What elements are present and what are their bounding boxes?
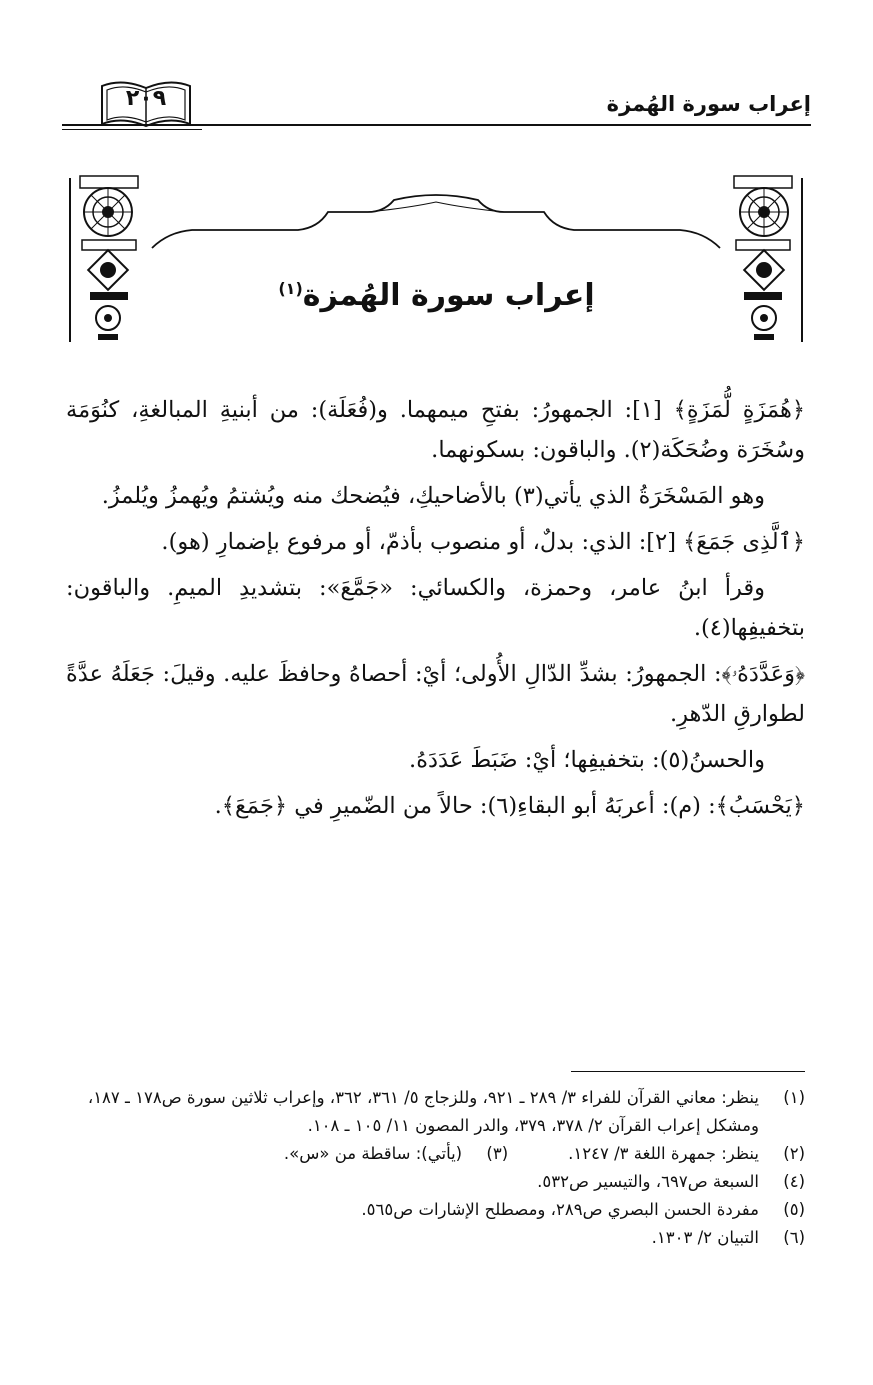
footnote (66, 1168, 805, 1196)
footnote (66, 1196, 805, 1224)
footnote-number: (١) (783, 1088, 805, 1107)
footnotes (66, 1084, 805, 1252)
footnote (66, 1084, 805, 1140)
right-ornament-pillar (734, 176, 792, 340)
page-number: ٢٠٩ (125, 86, 167, 111)
footnote (284, 1140, 508, 1168)
paragraph: ﴿يَحْسَبُ﴾: (م): أعربَهُ أبو البقاءِ(٦): حالاً من الضّميرِ في ﴿جَمَعَ﴾. (214, 793, 805, 819)
footnote-text: (يأتي): ساقطة من «س». (283, 1144, 463, 1163)
running-title: إعراب سورة الهُمزة (606, 92, 811, 116)
footnote-text: السبعة ص٦٩٧، والتيسير ص٥٣٢. (537, 1172, 759, 1191)
footnote (568, 1140, 805, 1168)
footnote (66, 1224, 805, 1252)
footnote-text: ينظر: جمهرة اللغة ٣/ ١٢٤٧. (568, 1144, 759, 1163)
paragraph: ﴿وَعَدَّدَهُۥ﴾: الجمهورُ: بشدِّ الدّالِ الأُولى؛ أيْ: أحصاهُ وحافظَ عليه. وقيلَ: جَعَلَهُ عدَّةً لطوارقِ الدّهرِ. (66, 661, 805, 727)
footnote-text: ينظر: معاني القرآن للفراء ٣/ ٢٨٩ ـ ٩٢١، وللزجاج ٥/ ٣٦١، ٣٦٢، وإعراب ثلاثين سورة ص١٧٨ ـ ١٨٧، ومشكل إعراب القرآن ٢/ ٣٧٨، ٣٧٩، والدر المصون ١١/ ١٠٥ ـ ١٠٨. (87, 1088, 759, 1135)
chapter-note-ref: (١) (278, 279, 303, 298)
footnote-text: مفردة الحسن البصري ص٢٨٩، ومصطلح الإشارات ص٥٦٥. (361, 1200, 759, 1219)
paragraph: والحسنُ(٥): بتخفيفِها؛ أيْ: ضَبَطَ عَدَدَهُ. (409, 747, 765, 773)
chapter-title (0, 278, 873, 313)
footnote-rule (571, 1071, 805, 1072)
paragraph: وهو المَسْخَرَةُ الذي يأتي(٣) بالأضاحيكِ، فيُضحك منه ويُشتمُ ويُهمزُ ويُلمزُ. (101, 483, 765, 509)
paragraph: ﴿ٱلَّذِى جَمَعَ﴾ [٢]: الذي: بدلٌ، أو منصوب بأذمّ، أو مرفوع بإضمارِ (هو). (161, 529, 805, 555)
chapter-title-text: إعراب سورة الهُمزة (302, 278, 595, 313)
main-text (66, 390, 805, 832)
footnote-number: (٦) (783, 1228, 805, 1247)
chapter-ornament-frame (68, 172, 804, 362)
paragraph: ﴿هُمَزَةٍ لُّمَزَةٍ﴾ [١]: الجمهورُ: بفتحِ ميمهما. و(فُعَلَة): من أبنيةِ المبالغةِ، كنُوَمَة وسُخَرَة وضُحَكَة(٢). والباقون: بسكونهما. (66, 397, 806, 463)
footnote-pair (66, 1140, 805, 1168)
header-rule-secondary (62, 129, 202, 130)
footnote-text: التبيان ٢/ ١٣٠٣. (651, 1228, 759, 1247)
paragraph: وقرأ ابنُ عامر، وحمزة، والكسائي: «جَمَّعَ»: بتشديدِ الميمِ. والباقون: بتخفيفِها(٤). (66, 575, 805, 641)
footnote-number: (٢) (783, 1144, 805, 1163)
left-ornament-pillar (80, 176, 138, 340)
footnote-number: (٥) (783, 1200, 805, 1219)
footnote-number: (٤) (783, 1172, 805, 1191)
footnote-number: (٣) (486, 1144, 509, 1163)
